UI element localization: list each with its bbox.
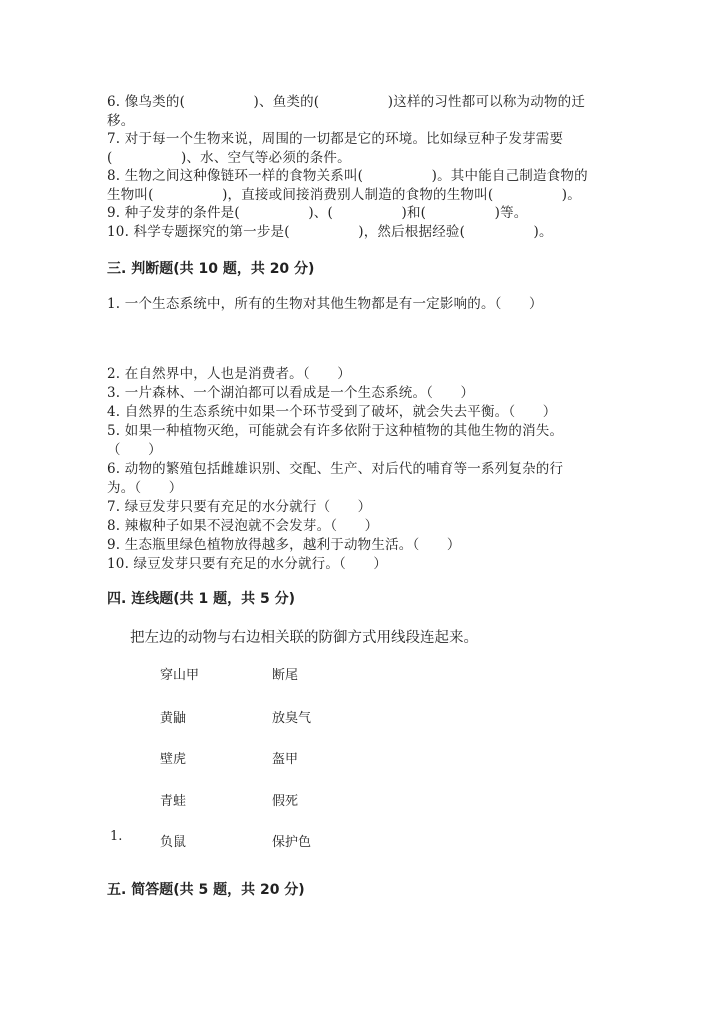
left-animal-2: 黄鼬 xyxy=(160,711,187,726)
question-7-line-2: ( )、水、空气等必须的条件。 xyxy=(107,150,351,166)
tf-question-3: 3. 一片森林、一个湖泊都可以看成是一个生态系统。（ ） xyxy=(107,385,475,401)
tf-question-2: 2. 在自然界中，人也是消费者。（ ） xyxy=(107,366,351,382)
right-defense-3: 盔甲 xyxy=(272,752,299,767)
question-7-line-1: 7. 对于每一个生物来说，周围的一切都是它的环境。比如绿豆种子发芽需要 xyxy=(107,131,564,147)
question-8-line-1: 8. 生物之间这种像链环一样的食物关系叫( )。其中能自己制造食物的 xyxy=(107,168,588,184)
section-3-heading: 三. 判断题(共 10 题，共 20 分) xyxy=(107,261,315,277)
tf-question-1: 1. 一个生态系统中，所有的生物对其他生物都是有一定影响的。（ ） xyxy=(107,296,543,312)
left-animal-1: 穿山甲 xyxy=(160,668,200,683)
matching-question-number: 1. xyxy=(110,829,123,844)
tf-question-9: 9. 生态瓶里绿色植物放得越多，越利于动物生活。（ ） xyxy=(107,537,461,553)
tf-question-6-line-1: 6. 动物的繁殖包括雌雄识别、交配、生产、对后代的哺育等一系列复杂的行 xyxy=(107,461,564,477)
left-animal-4: 青蛙 xyxy=(160,794,187,809)
matching-instruction: 把左边的动物与右边相关联的防御方式用线段连起来。 xyxy=(130,630,478,646)
tf-question-4: 4. 自然界的生态系统中如果一个环节受到了破坏，就会失去平衡。（ ） xyxy=(107,404,557,420)
tf-question-10: 10. 绿豆发芽只要有充足的水分就行。（ ） xyxy=(107,556,388,572)
question-10: 10. 科学专题探究的第一步是( )，然后根据经验( )。 xyxy=(107,224,553,240)
section-4-heading: 四. 连线题(共 1 题，共 5 分) xyxy=(107,591,295,607)
right-defense-4: 假死 xyxy=(272,794,299,809)
section-5-heading: 五. 简答题(共 5 题，共 20 分) xyxy=(107,882,305,898)
question-6-line-2: 移。 xyxy=(107,113,135,129)
right-defense-1: 断尾 xyxy=(272,668,299,683)
tf-question-5-line-2: （ ） xyxy=(107,442,162,458)
tf-question-5-line-1: 5. 如果一种植物灭绝，可能就会有许多依附于这种植物的其他生物的消失。 xyxy=(107,423,564,439)
right-defense-5: 保护色 xyxy=(272,835,312,850)
left-animal-3: 壁虎 xyxy=(160,752,187,767)
tf-question-6-line-2: 为。（ ） xyxy=(107,480,183,496)
question-6-line-1: 6. 像鸟类的( )、鱼类的( )这样的习性都可以称为动物的迁 xyxy=(107,94,586,110)
tf-question-8: 8. 辣椒种子如果不浸泡就不会发芽。（ ） xyxy=(107,518,379,534)
left-animal-5: 负鼠 xyxy=(160,835,187,850)
question-9: 9. 种子发芽的条件是( )、( )和( )等。 xyxy=(107,205,528,221)
right-defense-2: 放臭气 xyxy=(272,711,312,726)
tf-question-7: 7. 绿豆发芽只要有充足的水分就行（ ） xyxy=(107,499,372,515)
question-8-line-2: 生物叫( )，直接或间接消费别人制造的食物的生物叫( )。 xyxy=(107,187,581,203)
